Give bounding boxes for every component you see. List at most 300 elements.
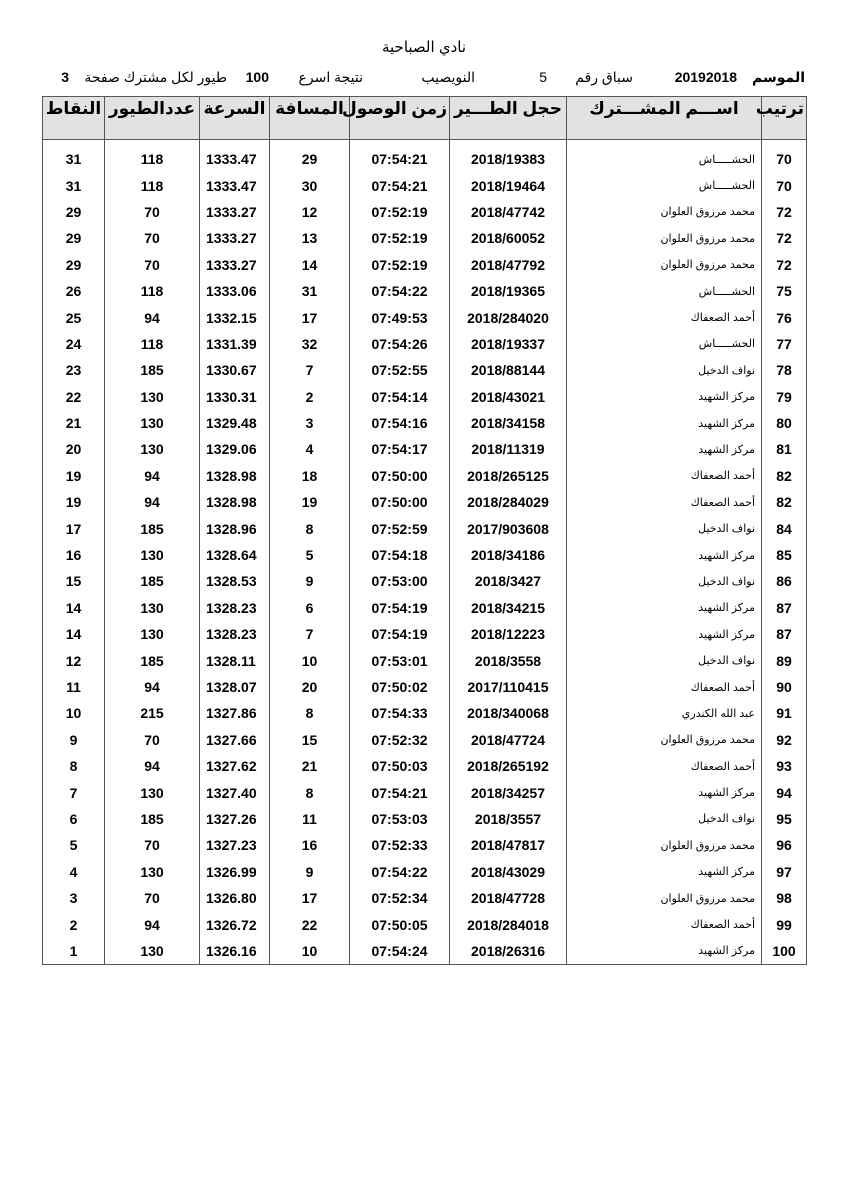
cell-rank: 72: [762, 225, 807, 251]
cell-participant: محمد مرزوق العلوان: [567, 225, 762, 251]
table-row: [43, 806, 807, 832]
cell-ring: 2018/47724: [450, 727, 567, 753]
race-number: 5: [539, 69, 547, 85]
table-row: [43, 727, 807, 753]
cell-arrival: 07:49:53: [350, 304, 450, 330]
cell-rank: 72: [762, 199, 807, 225]
cell-rank: 100: [762, 938, 807, 965]
table-row: [43, 252, 807, 278]
cell-participant: مركز الشهيد: [567, 938, 762, 965]
cell-speed: 1328.07: [200, 674, 270, 700]
cell-ring: 2018/26316: [450, 938, 567, 965]
cell-speed: 1327.66: [200, 727, 270, 753]
cell-arrival: 07:50:03: [350, 753, 450, 779]
cell-participant: مركز الشهيد: [567, 595, 762, 621]
table-row: [43, 938, 807, 965]
cell-points: 14: [43, 595, 105, 621]
cell-rank: 89: [762, 647, 807, 673]
cell-rank: 81: [762, 436, 807, 462]
cell-birds: 130: [105, 595, 200, 621]
cell-ring: 2018/47742: [450, 199, 567, 225]
col-header-speed: السرعة: [200, 97, 270, 140]
cell-ring: 2018/60052: [450, 225, 567, 251]
cell-distance: 29: [270, 146, 350, 172]
cell-points: 20: [43, 436, 105, 462]
cell-arrival: 07:54:22: [350, 278, 450, 304]
cell-participant: مركز الشهيد: [567, 410, 762, 436]
col-header-points: النقاط: [43, 97, 105, 140]
cell-participant: أحمد الصعفاك: [567, 911, 762, 937]
table-row: [43, 911, 807, 937]
table-row: [43, 357, 807, 383]
cell-birds: 185: [105, 806, 200, 832]
cell-speed: 1328.23: [200, 621, 270, 647]
cell-ring: 2018/340068: [450, 700, 567, 726]
cell-arrival: 07:52:33: [350, 832, 450, 858]
cell-birds: 130: [105, 779, 200, 805]
table-row: [43, 199, 807, 225]
cell-birds: 130: [105, 410, 200, 436]
result-label: نتيجة اسرع: [298, 69, 363, 85]
table-row: [43, 225, 807, 251]
cell-birds: 94: [105, 489, 200, 515]
cell-birds: 70: [105, 885, 200, 911]
table-row: [43, 621, 807, 647]
cell-rank: 79: [762, 384, 807, 410]
cell-rank: 78: [762, 357, 807, 383]
cell-speed: 1328.98: [200, 489, 270, 515]
cell-distance: 8: [270, 700, 350, 726]
cell-speed: 1328.64: [200, 542, 270, 568]
cell-speed: 1328.11: [200, 647, 270, 673]
cell-speed: 1328.96: [200, 515, 270, 541]
table-row: [43, 146, 807, 172]
cell-speed: 1329.06: [200, 436, 270, 462]
cell-participant: مركز الشهيد: [567, 542, 762, 568]
cell-ring: 2018/47792: [450, 252, 567, 278]
cell-rank: 90: [762, 674, 807, 700]
cell-participant: الحشـــــاش: [567, 146, 762, 172]
cell-birds: 130: [105, 859, 200, 885]
cell-participant: مركز الشهيد: [567, 621, 762, 647]
cell-points: 1: [43, 938, 105, 965]
table-row: [43, 410, 807, 436]
cell-birds: 118: [105, 331, 200, 357]
cell-distance: 2: [270, 384, 350, 410]
cell-points: 16: [43, 542, 105, 568]
table-row: [43, 436, 807, 462]
cell-distance: 17: [270, 304, 350, 330]
cell-ring: 2018/43029: [450, 859, 567, 885]
cell-rank: 94: [762, 779, 807, 805]
cell-ring: 2018/265192: [450, 753, 567, 779]
cell-participant: محمد مرزوق العلوان: [567, 727, 762, 753]
cell-arrival: 07:52:32: [350, 727, 450, 753]
cell-distance: 3: [270, 410, 350, 436]
table-row: [43, 331, 807, 357]
cell-speed: 1333.47: [200, 172, 270, 198]
cell-speed: 1330.67: [200, 357, 270, 383]
cell-birds: 70: [105, 727, 200, 753]
cell-distance: 7: [270, 621, 350, 647]
cell-points: 3: [43, 885, 105, 911]
cell-distance: 12: [270, 199, 350, 225]
cell-ring: 2018/88144: [450, 357, 567, 383]
cell-rank: 93: [762, 753, 807, 779]
cell-speed: 1333.47: [200, 146, 270, 172]
table-row: [43, 832, 807, 858]
cell-rank: 84: [762, 515, 807, 541]
cell-arrival: 07:54:21: [350, 146, 450, 172]
cell-ring: 2018/34215: [450, 595, 567, 621]
table-row: [43, 304, 807, 330]
cell-ring: 2018/34158: [450, 410, 567, 436]
cell-birds: 94: [105, 911, 200, 937]
cell-ring: 2018/43021: [450, 384, 567, 410]
cell-distance: 11: [270, 806, 350, 832]
table-row: [43, 885, 807, 911]
cell-rank: 75: [762, 278, 807, 304]
race-label: سباق رقم: [575, 69, 633, 85]
results-table: [42, 96, 807, 965]
cell-birds: 70: [105, 199, 200, 225]
cell-speed: 1333.27: [200, 199, 270, 225]
cell-participant: مركز الشهيد: [567, 859, 762, 885]
cell-ring: 2018/284029: [450, 489, 567, 515]
cell-birds: 70: [105, 832, 200, 858]
cell-distance: 4: [270, 436, 350, 462]
cell-participant: أحمد الصعفاك: [567, 489, 762, 515]
cell-birds: 118: [105, 146, 200, 172]
cell-rank: 82: [762, 489, 807, 515]
cell-points: 5: [43, 832, 105, 858]
cell-arrival: 07:53:00: [350, 568, 450, 594]
table-row: [43, 568, 807, 594]
club-title: نادي الصباحية: [381, 39, 467, 56]
cell-rank: 97: [762, 859, 807, 885]
table-row: [43, 859, 807, 885]
cell-birds: 94: [105, 463, 200, 489]
cell-arrival: 07:52:34: [350, 885, 450, 911]
cell-ring: 2018/19464: [450, 172, 567, 198]
cell-ring: 2018/265125: [450, 463, 567, 489]
cell-speed: 1327.40: [200, 779, 270, 805]
col-header-rank: ترتيب: [762, 97, 807, 140]
table-row: [43, 384, 807, 410]
cell-participant: محمد مرزوق العلوان: [567, 199, 762, 225]
table-row: [43, 647, 807, 673]
cell-arrival: 07:53:03: [350, 806, 450, 832]
cell-arrival: 07:54:17: [350, 436, 450, 462]
cell-participant: أحمد الصعفاك: [567, 304, 762, 330]
table-row: [43, 779, 807, 805]
table-row: [43, 674, 807, 700]
cell-birds: 185: [105, 568, 200, 594]
cell-birds: 118: [105, 172, 200, 198]
cell-rank: 99: [762, 911, 807, 937]
cell-arrival: 07:54:33: [350, 700, 450, 726]
cell-points: 7: [43, 779, 105, 805]
cell-rank: 92: [762, 727, 807, 753]
cell-speed: 1333.06: [200, 278, 270, 304]
cell-birds: 70: [105, 225, 200, 251]
cell-ring: 2018/34186: [450, 542, 567, 568]
cell-rank: 91: [762, 700, 807, 726]
cell-participant: مركز الشهيد: [567, 384, 762, 410]
cell-arrival: 07:52:19: [350, 225, 450, 251]
cell-points: 21: [43, 410, 105, 436]
cell-rank: 72: [762, 252, 807, 278]
table-row: [43, 700, 807, 726]
cell-points: 4: [43, 859, 105, 885]
cell-participant: أحمد الصعفاك: [567, 753, 762, 779]
col-header-distance: المسافة: [270, 97, 350, 140]
cell-arrival: 07:54:16: [350, 410, 450, 436]
cell-distance: 32: [270, 331, 350, 357]
table-row: [43, 753, 807, 779]
cell-participant: محمد مرزوق العلوان: [567, 252, 762, 278]
cell-distance: 8: [270, 779, 350, 805]
cell-speed: 1333.27: [200, 225, 270, 251]
cell-distance: 8: [270, 515, 350, 541]
cell-speed: 1331.39: [200, 331, 270, 357]
cell-birds: 185: [105, 647, 200, 673]
cell-birds: 70: [105, 252, 200, 278]
cell-points: 26: [43, 278, 105, 304]
cell-birds: 185: [105, 515, 200, 541]
cell-points: 15: [43, 568, 105, 594]
cell-arrival: 07:50:00: [350, 463, 450, 489]
cell-rank: 98: [762, 885, 807, 911]
cell-distance: 9: [270, 859, 350, 885]
cell-participant: نواف الدخيل: [567, 568, 762, 594]
cell-points: 19: [43, 489, 105, 515]
cell-ring: 2018/47728: [450, 885, 567, 911]
cell-participant: محمد مرزوق العلوان: [567, 885, 762, 911]
cell-distance: 18: [270, 463, 350, 489]
cell-birds: 130: [105, 436, 200, 462]
cell-arrival: 07:50:02: [350, 674, 450, 700]
cell-speed: 1326.99: [200, 859, 270, 885]
cell-birds: 118: [105, 278, 200, 304]
cell-points: 31: [43, 172, 105, 198]
col-header-participant: اســـم المشـــترك: [567, 97, 762, 140]
cell-distance: 13: [270, 225, 350, 251]
cell-points: 10: [43, 700, 105, 726]
cell-distance: 31: [270, 278, 350, 304]
cell-participant: عبد الله الكندري: [567, 700, 762, 726]
cell-points: 23: [43, 357, 105, 383]
table-row: [43, 463, 807, 489]
cell-arrival: 07:53:01: [350, 647, 450, 673]
cell-arrival: 07:52:19: [350, 252, 450, 278]
cell-birds: 215: [105, 700, 200, 726]
cell-speed: 1333.27: [200, 252, 270, 278]
col-header-arrival: زمن الوصول: [350, 97, 450, 140]
cell-speed: 1327.26: [200, 806, 270, 832]
cell-distance: 10: [270, 938, 350, 965]
result-count: 100: [245, 69, 269, 85]
cell-distance: 9: [270, 568, 350, 594]
cell-participant: نواف الدخيل: [567, 806, 762, 832]
cell-ring: 2018/34257: [450, 779, 567, 805]
cell-participant: أحمد الصعفاك: [567, 463, 762, 489]
cell-participant: الحشـــــاش: [567, 172, 762, 198]
table-row: [43, 278, 807, 304]
cell-birds: 130: [105, 542, 200, 568]
cell-rank: 70: [762, 172, 807, 198]
cell-ring: 2018/284018: [450, 911, 567, 937]
cell-arrival: 07:54:19: [350, 595, 450, 621]
cell-points: 29: [43, 225, 105, 251]
cell-ring: 2018/11319: [450, 436, 567, 462]
season-value: 20192018: [674, 69, 737, 85]
cell-arrival: 07:50:05: [350, 911, 450, 937]
cell-speed: 1328.53: [200, 568, 270, 594]
cell-points: 6: [43, 806, 105, 832]
cell-ring: 2018/12223: [450, 621, 567, 647]
cell-points: 17: [43, 515, 105, 541]
page-number: 3: [61, 69, 69, 85]
cell-participant: الحشـــــاش: [567, 331, 762, 357]
cell-points: 29: [43, 199, 105, 225]
cell-ring: 2018/19337: [450, 331, 567, 357]
cell-speed: 1330.31: [200, 384, 270, 410]
cell-arrival: 07:54:21: [350, 779, 450, 805]
table-header-row: [43, 97, 807, 140]
cell-birds: 185: [105, 357, 200, 383]
cell-participant: الحشـــــاش: [567, 278, 762, 304]
cell-ring: 2018/19383: [450, 146, 567, 172]
cell-participant: نواف الدخيل: [567, 357, 762, 383]
cell-ring: 2017/903608: [450, 515, 567, 541]
cell-arrival: 07:54:14: [350, 384, 450, 410]
cell-distance: 14: [270, 252, 350, 278]
cell-ring: 2017/110415: [450, 674, 567, 700]
cell-birds: 130: [105, 938, 200, 965]
cell-points: 12: [43, 647, 105, 673]
cell-participant: مركز الشهيد: [567, 436, 762, 462]
cell-speed: 1327.23: [200, 832, 270, 858]
cell-arrival: 07:54:24: [350, 938, 450, 965]
cell-points: 9: [43, 727, 105, 753]
cell-participant: نواف الدخيل: [567, 647, 762, 673]
cell-distance: 22: [270, 911, 350, 937]
cell-distance: 17: [270, 885, 350, 911]
cell-distance: 21: [270, 753, 350, 779]
cell-arrival: 07:52:59: [350, 515, 450, 541]
cell-points: 24: [43, 331, 105, 357]
cell-distance: 6: [270, 595, 350, 621]
cell-points: 29: [43, 252, 105, 278]
cell-arrival: 07:54:22: [350, 859, 450, 885]
cell-birds: 94: [105, 674, 200, 700]
cell-rank: 86: [762, 568, 807, 594]
cell-rank: 87: [762, 621, 807, 647]
cell-participant: أحمد الصعفاك: [567, 674, 762, 700]
cell-rank: 96: [762, 832, 807, 858]
col-header-ring: حجل الطـــير: [450, 97, 567, 140]
cell-points: 8: [43, 753, 105, 779]
cell-speed: 1326.72: [200, 911, 270, 937]
cell-arrival: 07:50:00: [350, 489, 450, 515]
cell-points: 11: [43, 674, 105, 700]
cell-arrival: 07:54:19: [350, 621, 450, 647]
cell-participant: محمد مرزوق العلوان: [567, 832, 762, 858]
table-row: [43, 542, 807, 568]
cell-points: 14: [43, 621, 105, 647]
cell-arrival: 07:52:19: [350, 199, 450, 225]
cell-birds: 94: [105, 753, 200, 779]
cell-arrival: 07:54:21: [350, 172, 450, 198]
cell-distance: 15: [270, 727, 350, 753]
cell-points: 25: [43, 304, 105, 330]
cell-participant: مركز الشهيد: [567, 779, 762, 805]
cell-ring: 2018/19365: [450, 278, 567, 304]
table-row: [43, 489, 807, 515]
per-participant-label: طيور لكل مشترك صفحة: [84, 69, 227, 85]
cell-rank: 76: [762, 304, 807, 330]
cell-ring: 2018/47817: [450, 832, 567, 858]
cell-birds: 130: [105, 621, 200, 647]
cell-birds: 130: [105, 384, 200, 410]
cell-distance: 5: [270, 542, 350, 568]
cell-arrival: 07:54:18: [350, 542, 450, 568]
col-header-birds: عددالطيور: [105, 97, 200, 140]
cell-ring: 2018/284020: [450, 304, 567, 330]
cell-distance: 19: [270, 489, 350, 515]
cell-arrival: 07:54:26: [350, 331, 450, 357]
cell-distance: 10: [270, 647, 350, 673]
cell-birds: 94: [105, 304, 200, 330]
cell-speed: 1329.48: [200, 410, 270, 436]
cell-speed: 1326.16: [200, 938, 270, 965]
cell-distance: 16: [270, 832, 350, 858]
cell-points: 19: [43, 463, 105, 489]
cell-rank: 85: [762, 542, 807, 568]
cell-speed: 1328.23: [200, 595, 270, 621]
cell-distance: 7: [270, 357, 350, 383]
cell-rank: 70: [762, 146, 807, 172]
table-row: [43, 595, 807, 621]
cell-ring: 2018/3558: [450, 647, 567, 673]
season-label: الموسم: [752, 69, 805, 85]
cell-arrival: 07:52:55: [350, 357, 450, 383]
race-location: النويصيب: [421, 69, 475, 85]
cell-speed: 1332.15: [200, 304, 270, 330]
cell-rank: 77: [762, 331, 807, 357]
cell-distance: 20: [270, 674, 350, 700]
table-row: [43, 515, 807, 541]
cell-ring: 2018/3427: [450, 568, 567, 594]
cell-speed: 1326.80: [200, 885, 270, 911]
cell-points: 31: [43, 146, 105, 172]
cell-speed: 1327.62: [200, 753, 270, 779]
cell-distance: 30: [270, 172, 350, 198]
cell-rank: 95: [762, 806, 807, 832]
cell-rank: 80: [762, 410, 807, 436]
cell-rank: 87: [762, 595, 807, 621]
cell-speed: 1327.86: [200, 700, 270, 726]
cell-speed: 1328.98: [200, 463, 270, 489]
cell-participant: نواف الدخيل: [567, 515, 762, 541]
race-info-line: [45, 69, 805, 91]
table-row: [43, 172, 807, 198]
cell-ring: 2018/3557: [450, 806, 567, 832]
cell-points: 22: [43, 384, 105, 410]
cell-rank: 82: [762, 463, 807, 489]
cell-points: 2: [43, 911, 105, 937]
